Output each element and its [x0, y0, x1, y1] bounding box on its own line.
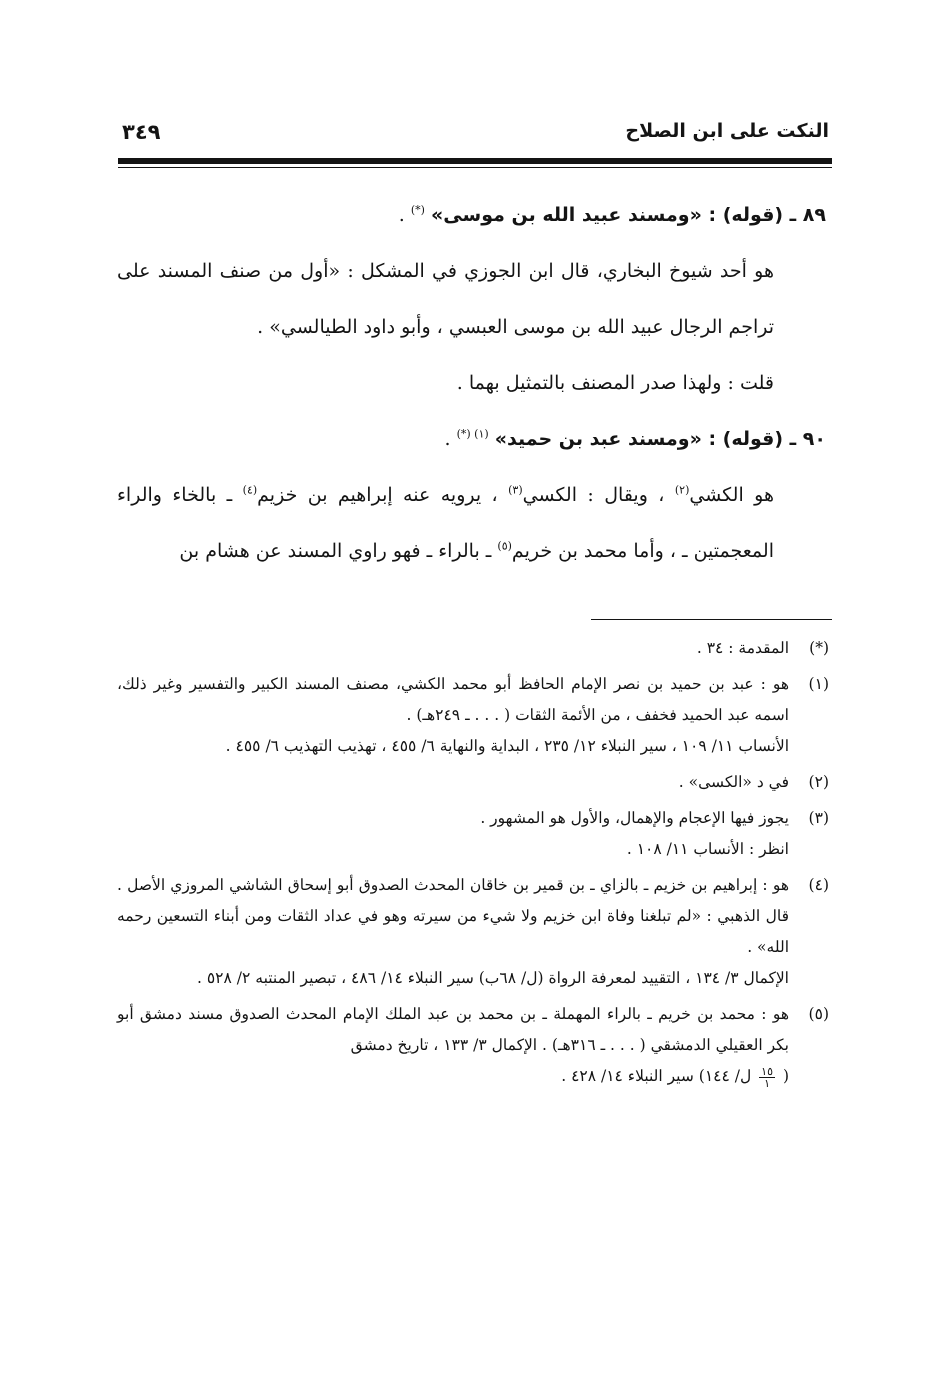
paragraph-1	[117, 243, 829, 355]
fraction-numerator: ١٥	[761, 1064, 773, 1078]
footnote-line: في د «الكسى» .	[678, 773, 789, 791]
page-number: ٣٤٩	[122, 120, 161, 144]
footnote-body	[117, 767, 789, 798]
footnote-line: الأنساب ١١/ ١٠٩ ، سير النبلاء ١٢/ ٢٣٥ ، البداية والنهاية ٦/ ٤٥٥ ، تهذيب التهذيب ٦/ ٤٥٥ .	[225, 737, 789, 755]
footnote-3	[117, 803, 829, 865]
footnote-5	[117, 999, 829, 1092]
running-title: النكت على ابن الصلاح	[625, 120, 829, 142]
note-ref-5[interactable]: (٥)	[497, 539, 512, 553]
paragraph-3	[117, 467, 829, 579]
footnote-line: الإكمال ٣/ ١٣٤ ، التقييد لمعرفة الرواة (ل/ ٦٨ب) سير النبلاء ١٤/ ٤٨٦ ، تبصير المنتبه ٢/ ٥٢٨ .	[197, 969, 789, 987]
footnote-marker: (٣)	[808, 809, 829, 827]
footnote-line: هو : إبراهيم بن خزيم ـ بالزاي ـ بن قمير بن خاقان المحدث الصدوق أبو إسحاق الشاشي المروزي الأصل . قال الذهبي : «لم تبلغنا وفاة ابن خزيم ولا شيء من سيرته وهو في عداد الثقات ومن أبناء التسعين رحمه الله» .	[117, 876, 789, 956]
note-ref-4[interactable]: (٤)	[242, 483, 258, 497]
footnote-2	[117, 767, 829, 798]
footnote-body	[117, 870, 789, 994]
footnote-1	[117, 669, 829, 762]
fraction-denominator: ١	[764, 1076, 771, 1090]
note-ref-2[interactable]: (٢)	[674, 483, 690, 497]
paragraph-3-part-2: ، ويقال : الكسي	[522, 484, 665, 506]
heading-90-text: ٩٠ ـ (قوله) : «ومسند عبد بن حميد»	[494, 428, 826, 450]
entry-heading-90	[117, 411, 829, 467]
footnote-line: هو : محمد بن خريم ـ بالراء المهملة ـ بن محمد بن عبد الملك الإمام المحدث الصدوق مسند دمشق أبو بكر العقيلي الدمشقي ( . . . ـ ٣١٦هـ) . الإكمال ٣/ ١٣٣ ، تاريخ دمشق	[117, 1005, 789, 1054]
footnotes	[117, 633, 829, 1097]
entry-heading-89	[117, 187, 829, 243]
footnote-line: يجوز فيها الإعجام والإهمال، والأول هو المشهور .	[480, 809, 789, 827]
footnote-body	[117, 803, 789, 865]
paragraph-3-part-5: والراء المعجمتين ـ ، وأما محمد بن خريم	[117, 484, 774, 562]
footnote-separator	[591, 619, 832, 620]
footnote-marker: (٢)	[808, 773, 829, 791]
paragraph-3-part-4: ـ بالخاء	[172, 484, 233, 506]
header-rule-thick	[118, 158, 832, 164]
footnote-body	[117, 669, 789, 762]
paragraph-1-line-1: هو أحد شيوخ البخاري، قال ابن الجوزي في المشكل : «أول من صنف المسند	[157, 260, 774, 282]
footnote-line: المقدمة : ٣٤ .	[696, 639, 789, 657]
heading-89-end: .	[398, 204, 405, 226]
header-rule-thin	[118, 167, 832, 168]
paragraph-1-line-2: على تراجم الرجال عبيد الله بن موسى العبسي ، وأبو داود الطيالسي» .	[117, 260, 774, 338]
paragraph-3-part-3: ، يرويه عنه إبراهيم بن خزيم	[257, 484, 498, 506]
main-text	[117, 187, 829, 579]
note-ref-3[interactable]: (٣)	[508, 483, 523, 497]
footnote-star	[117, 633, 829, 664]
footnote-marker: (١)	[808, 675, 829, 693]
footnote-line: انظر : الأنساب ١١/ ١٠٨ .	[626, 840, 789, 858]
footnote-marker: (٤)	[808, 876, 829, 894]
footnote-line-rest: ل/ ١٤٤) سير النبلاء ١٤/ ٤٢٨ .	[561, 1067, 752, 1085]
footnote-body	[117, 633, 789, 664]
paren-open: (	[782, 1067, 789, 1085]
paragraph-3-part-6: ـ بالراء ـ فهو راوي المسند عن هشام بن	[179, 540, 492, 562]
footnote-marker: (٥)	[808, 1005, 829, 1023]
footnote-last-line	[117, 1061, 789, 1092]
heading-90-end: .	[444, 428, 451, 450]
paragraph-3-part-1: هو الكشي	[689, 484, 774, 506]
fraction	[759, 1066, 775, 1089]
footnote-4	[117, 870, 829, 994]
footnote-body	[117, 999, 789, 1092]
heading-89-note-mark: (*)	[410, 203, 425, 217]
paragraph-2: قلت : ولهذا صدر المصنف بالتمثيل بهما .	[456, 372, 774, 394]
heading-89-text: ٨٩ ـ (قوله) : «ومسند عبيد الله بن موسى»	[431, 204, 826, 226]
footnote-marker: (*)	[809, 639, 829, 657]
heading-90-note-marks: (١) (*)	[456, 427, 489, 441]
footnote-line: هو : عبد بن حميد بن نصر الإمام الحافظ أبو محمد الكشي، مصنف المسند الكبير والتفسير وغير ذلك، اسمه عبد الحميد فخفف ، من الأئمة الثقات ( . . . ـ ٢٤٩هـ) .	[117, 675, 789, 724]
